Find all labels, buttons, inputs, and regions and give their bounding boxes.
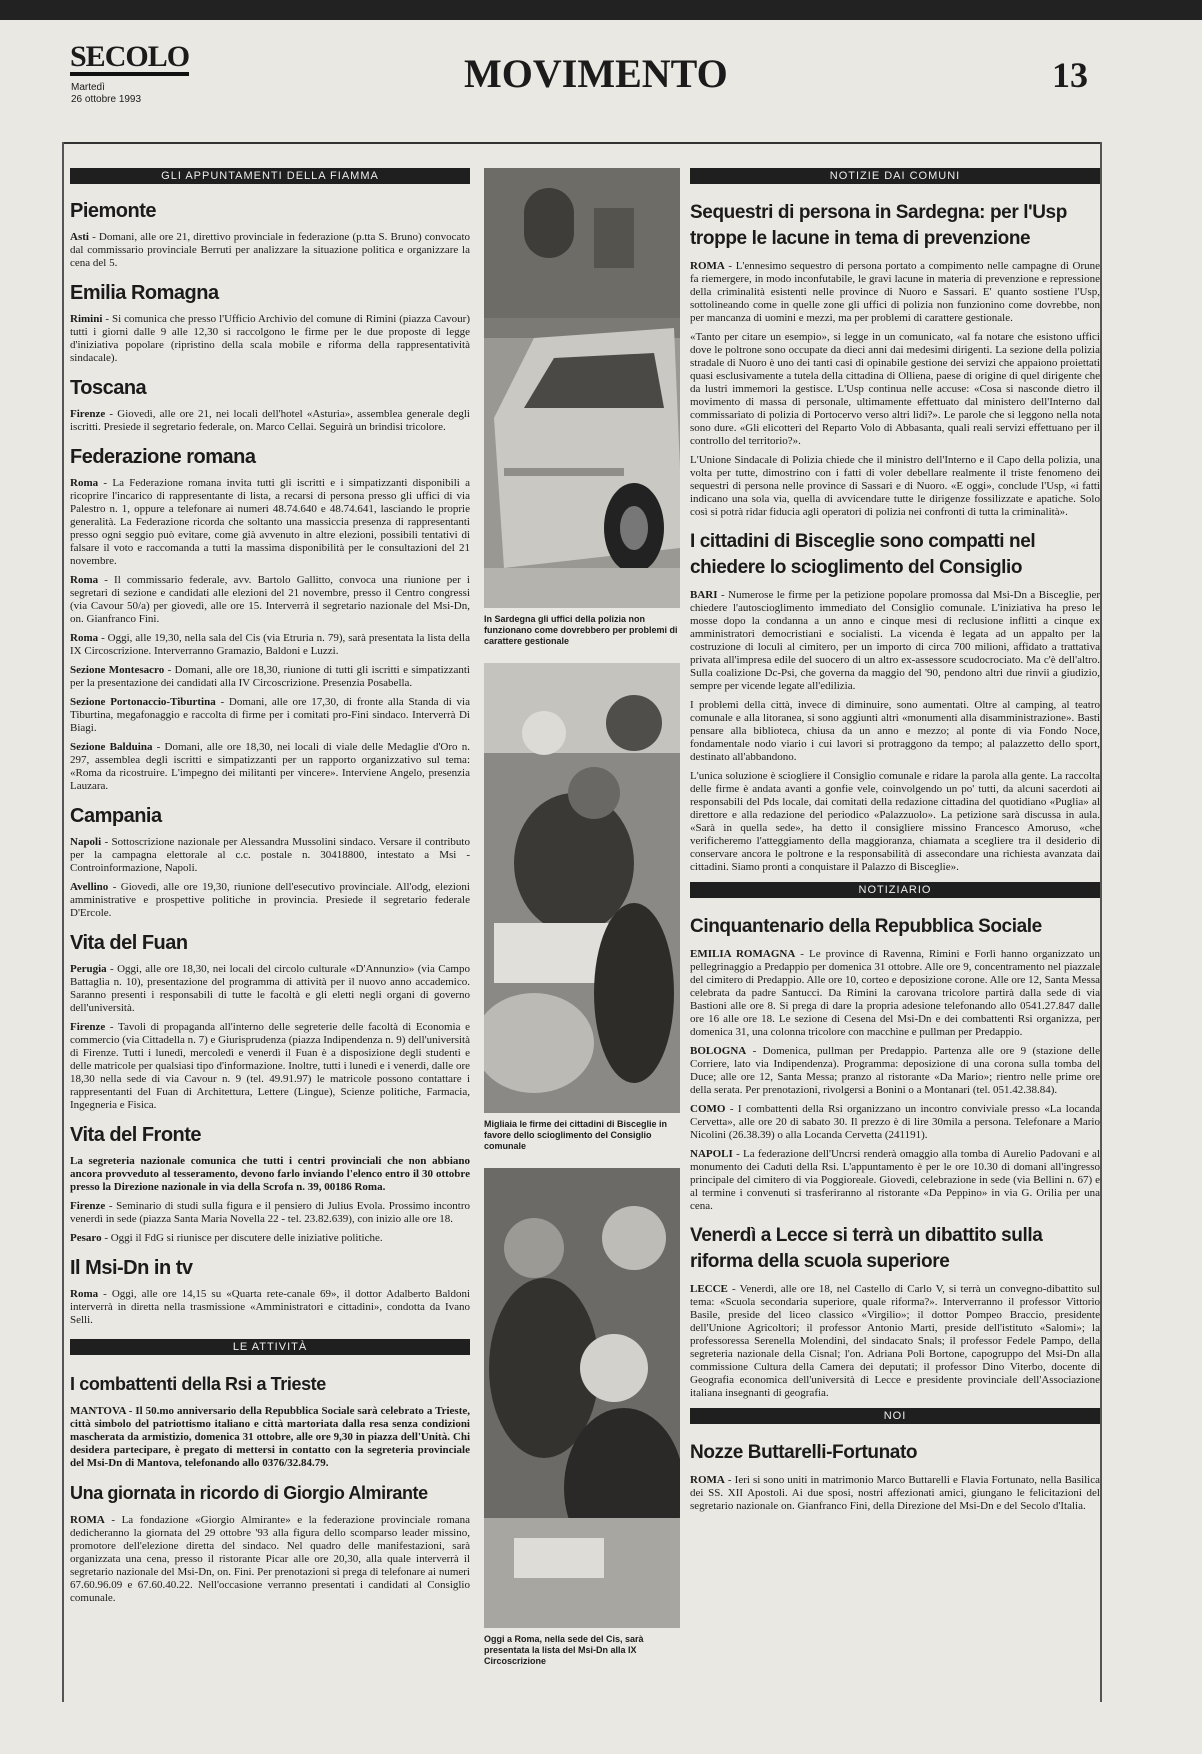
paragraph-text: - Il commissario federale, avv. Bartolo Gallitto, convoca una riunione per i segretari di sezione e candidati alle elezioni del 21 novembre, presso il Centro congressi (via Cavour 50/a) per giovedì, alle ore 15. Interverrà il segretario nazionale del Msi-Dn, on. Gianfranco Fini.	[70, 574, 470, 625]
article-paragraph	[70, 696, 470, 735]
frame-rule-top	[62, 142, 1102, 144]
appointments-list	[70, 200, 470, 1327]
article-paragraph	[70, 1288, 470, 1327]
region-heading: Vita del Fronte	[70, 1124, 202, 1146]
section-band-attivita: LE ATTIVITÀ	[70, 1339, 470, 1355]
article-paragraph	[70, 231, 470, 270]
article-paragraph	[70, 1200, 470, 1226]
article-paragraph	[690, 948, 1100, 1039]
paragraph-text: - Le province di Ravenna, Rimini e Forlì hanno organizzato un pellegrinaggio a Predappio per domenica 31 ottobre. Alle ore 9, concentramento nel piazzale del cimitero di Predappio. Alle ore 10, corteo e deposizione corone. Alle ore 12, Santa Messa celebrata da padre Santucci. Da Rimini la carovana tricolore partirà dalla sede di via Bastioni alle ore 8. Si prega di dare la propria adesione telefonando allo 0541.27.847 dalle ore 16 alle ore 18. Le sezione di Cesena del Msi-Dn e dei combattenti Rsi organizza, per domenica 31, una colonna tricolore con macchine e pullman per Predappio.	[690, 948, 1100, 1038]
region-heading: Vita del Fuan	[70, 932, 188, 954]
photo-cis-meeting	[484, 1168, 680, 1628]
paragraph-text: - Oggi, alle ore 14,15 su «Quarta rete-canale 69», il dottor Adalberto Baldoni interverrà in diretta nella trasmissione «Amministratori e cittadini», condotta da Ivano Selli.	[70, 1288, 470, 1326]
section-band-notiziario: NOTIZIARIO	[690, 882, 1100, 898]
article-paragraph	[70, 664, 470, 690]
section-band-notizie: NOTIZIE DAI COMUNI	[690, 168, 1100, 184]
section-band-noi: NOI	[690, 1408, 1100, 1424]
paragraph-lead: Asti	[70, 231, 89, 243]
article-paragraph	[70, 1155, 470, 1194]
article-paragraph	[70, 836, 470, 875]
paragraph-text: - Sottoscrizione nazionale per Alessandra Mussolini sindaco. Versare il contributo per la campagna elettorale al c.c. postale n. 30418800, intestato a Msi - Controinformazione, Napoli.	[70, 836, 470, 874]
paragraph-lead: Roma	[70, 574, 99, 586]
article-paragraph	[70, 1405, 470, 1470]
article-paragraph	[70, 881, 470, 920]
news-articles	[690, 200, 1100, 874]
region-heading: Piemonte	[70, 200, 157, 222]
paragraph-lead: Rimini	[70, 313, 103, 325]
article-paragraph	[70, 477, 470, 568]
region-heading: Campania	[70, 805, 162, 827]
left-column	[70, 168, 470, 1611]
photo-police-car	[484, 168, 680, 608]
masthead-date	[71, 82, 141, 106]
paragraph-text: - Domenica, pullman per Predappio. Partenza alle ore 9 (stazione delle Corriere, lato via Indipendenza). Programma: deposizione di una corona sulla tomba del Duce; alle ore 12, Santa Messa; pranzo al ristorante «Da Mario»; rientro nelle prime ore della serata. Per prenotazioni, rivolgersi a Bonini o a Montanari (tel. 051.42.38.84).	[690, 1045, 1100, 1096]
article-paragraph	[70, 1514, 470, 1605]
paragraph-text: - L'ennesimo sequestro di persona portato a compimento nelle campagne di Orune fa riemergere, in modo inconfutabile, le gravi lacune in materia di prevenzione e repressione della criminalità esistenti nelle province di Nuoro e Sassari. E' quanto sostiene l'Usp, sottolineando come in quelle zone gli uffici di polizia non funzionino come dovrebbe, non per mancanza di uomini e mezzi, ma per problemi di carattere gestionale.	[690, 260, 1100, 324]
article-paragraph	[690, 454, 1100, 519]
article-headline: I cittadini di Bisceglie sono compatti nel chiedere lo scioglimento del Consiglio	[690, 531, 1036, 578]
paragraph-text: - Giovedì, alle ore 21, nei locali dell'hotel «Asturia», assemblea generale degli iscritti. Presiede il segretario federale, on. Marco Cellai. Seguirà un brindisi tricolore.	[70, 408, 470, 433]
paragraph-text: - Si comunica che presso l'Ufficio Archivio del comune di Rimini (piazza Cavour) tutti i giorni dalle 9 alle 12,30 si raccolgono le firme per le due proposte di legge d'iniziativa popolare (ripristino della scala mobile e riforma della rappresentatività sindacale).	[70, 313, 470, 364]
paragraph-lead: Sezione Portonaccio-Tiburtina	[70, 696, 216, 708]
activities-list	[70, 1371, 470, 1605]
top-edge-bar	[0, 0, 1202, 20]
region-heading: Federazione romana	[70, 446, 256, 468]
paragraph-lead: ROMA	[690, 260, 725, 272]
paragraph-lead: COMO	[690, 1103, 726, 1115]
paragraph-text: - Ieri si sono uniti in matrimonio Marco Buttarelli e Flavia Fortunato, nella Basilica dei SS. XII Apostoli. Ai due sposi, nostri affezionati amici, giungano le felicitazioni del segretario nazionale on. Gianfranco Fini, della Direzione del Msi-Dn e del Secolo d'Italia.	[690, 1474, 1100, 1512]
article-paragraph	[690, 589, 1100, 693]
article-headline: Cinquantenario della Repubblica Sociale	[690, 916, 1042, 937]
paragraph-text: - Domani, alle ore 18,30, nei locali di viale delle Medaglie d'Oro n. 297, assemblea degli iscritti e simpatizzanti per un rapporto organizzativo sul tema: «Roma da ricostruire. L'impegno dei militanti per vincere». Interviene Angelo, presenzia Lauzara.	[70, 741, 470, 792]
paragraph-lead: NAPOLI	[690, 1148, 733, 1160]
article-headline: Sequestri di persona in Sardegna: per l'Usp troppe le lacune in tema di prevenzione	[690, 202, 1067, 249]
paragraph-bold-text: - Il 50.mo anniversario della Repubblica Sociale sarà celebrato a Trieste, città simbolo del patriottismo italiano e città martoriata dalla resa senza condizioni mascherata da armistizio, domenica 31 ottobre, alle ore 9,30 in piazza dell'Unità. Chi desidera partecipare, è pregato di mettersi in contatto con la segreteria provinciale del Msi-Dn di Mantova, telefonando allo 0376/32.84.79.	[70, 1405, 470, 1469]
article-paragraph	[690, 331, 1100, 448]
article-paragraph	[70, 1021, 470, 1112]
article-paragraph	[690, 699, 1100, 764]
paragraph-text: - La Federazione romana invita tutti gli iscritti e i simpatizzanti disponibili a ricoprire l'incarico di rappresentante di lista, a recarsi di persona presso gli uffici di via Palestro n. 1, oppure a telefonare ai numeri 48.74.640 e 48.74.641, lasciando le proprie generalità. La Federazione ricorda che soltanto una massiccia presenza di rappresentanti presso ogni seggio può evitare, come già avvenuto in altre elezioni, possibili tentativi di falsare il voto e raccomanda a tutti la massima disponibilità per le consultazioni del 21 novembre.	[70, 477, 470, 567]
paragraph-text: - Giovedì, alle ore 19,30, riunione dell'esecutivo provinciale. All'odg, elezioni amministrative e prospettive politiche in provincia. Presiede il segretario federale D'Ercole.	[70, 881, 470, 919]
masthead-full-date: 26 ottobre 1993	[71, 94, 142, 105]
section-title: MOVIMENTO	[464, 51, 728, 96]
article-headline: Nozze Buttarelli-Fortunato	[690, 1442, 918, 1463]
article-paragraph	[690, 1148, 1100, 1213]
paragraph-text: - Oggi, alle ore 18,30, nei locali del circolo culturale «D'Annunzio» (via Campo Battaglia n. 10), presentazione del programma di attività per il nuovo anno accademico. Saranno presenti i responsabili di tutte le facoltà e gli eletti negli organi di governo dell'università.	[70, 963, 470, 1014]
article-paragraph	[70, 313, 470, 365]
paragraph-lead: BARI	[690, 589, 718, 601]
article-paragraph	[70, 963, 470, 1015]
paragraph-lead: Pesaro	[70, 1232, 102, 1244]
paragraph-lead: ROMA	[690, 1474, 725, 1486]
paragraph-text: - Domani, alle ore 18,30, riunione di tutti gli iscritti e simpatizzanti per la presentazione dei candidati alla IV Circoscrizione. Presenzia Posabella.	[70, 664, 470, 689]
paragraph-lead: MANTOVA	[70, 1405, 126, 1417]
article-paragraph	[70, 741, 470, 793]
article-paragraph	[690, 1474, 1100, 1513]
paragraph-text: - Seminario di studi sulla figura e il pensiero di Julius Evola. Prossimo incontro venerdì in sede (piazza Santa Maria Novella 22 - tel. 23.82.639), con inizio alle ore 18.	[70, 1200, 470, 1225]
paragraph-text: - Numerose le firme per la petizione popolare promossa dal Msi-Dn a Bisceglie, per chiedere l'autoscioglimento immediato del Consiglio comunale. L'iniziativa ha preso le mosse dopo la condanna a un anno e cinque mesi di reclusione inflitti a cinque ex amministratori democristiani e socialisti. La vicenda è legata ad un appalto per la costruzione di loculi al cimitero, per un importo di circa 700 milioni, affidato a trattativa privata all'impresa edile del suocero di un altro ex-assessore scudocrociato. Ma c'è dell'altro. Sulla coalizione Dc-Psi, che governa da maggio del '90, pendono altri due rinvii a giudizio, sempre per vicende legate all'edilizia.	[690, 589, 1100, 692]
paragraph-lead: ROMA	[70, 1514, 105, 1526]
right-column	[690, 168, 1100, 1519]
paragraph-lead: Roma	[70, 477, 99, 489]
paragraph-text: - La fondazione «Giorgio Almirante» e la federazione provinciale romana dedicheranno la giornata del 29 ottobre '93 alla figura dello scomparso leader missino, promotore dell'elezione diretta del sindaco. Nel quadro delle manifestazioni, sarà organizzata una cena, presso il ristorante Picar alle ore 20,30, alla quale interverrà il segretario nazionale del Msi-Dn, on. Fini. Per prenotazioni si prega di telefonare ai numeri 67.60.96.09 e 67.60.40.22. Nell'occasione verranno presentati i candidati al Consiglio comunale.	[70, 1514, 470, 1604]
photo-column	[484, 168, 680, 1683]
article-paragraph	[690, 260, 1100, 325]
region-heading: Toscana	[70, 377, 147, 399]
paragraph-lead: Avellino	[70, 881, 109, 893]
article-paragraph	[70, 632, 470, 658]
article-paragraph	[70, 1232, 470, 1245]
paragraph-text: - Domani, alle ore 21, direttivo provinciale in federazione (p.tta S. Bruno) convocato dal commissario provinciale Berruti per analizzare la situazione politica e organizzare la cena del 5.	[70, 231, 470, 269]
photo-caption-3: Oggi a Roma, nella sede del Cis, sarà presentata la lista del Msi-Dn alla IX Circoscrizione	[484, 1634, 644, 1666]
paragraph-bold-text: La segreteria nazionale comunica che tutti i centri provinciali che non abbiano ancora provveduto al tesseramento, devono farlo inviando l'elenco entro il 30 ottobre presso la Direzione nazionale in via della Scrofa n. 39, 00186 Roma.	[70, 1155, 470, 1193]
paragraph-lead: Sezione Montesacro	[70, 664, 165, 676]
article-paragraph	[690, 1045, 1100, 1097]
article-paragraph	[70, 408, 470, 434]
article-paragraph	[690, 770, 1100, 874]
personal-notes	[690, 1440, 1100, 1513]
photo-caption-1: In Sardegna gli uffici della polizia non funzionano come dovrebbero per problemi di carattere gestionale	[484, 614, 678, 646]
section-band-appuntamenti: GLI APPUNTAMENTI DELLA FIAMMA	[70, 168, 470, 184]
photo-signatures	[484, 663, 680, 1113]
paragraph-text: I problemi della città, invece di diminuire, sono aumentati. Oltre al camping, al teatro comunale e alla litoranea, si sono aggiunti altri «monumenti alla disamministrazione». Basti pensare alla biblioteca, chiusa da un anno e mezzo; al ponte di via Fondo Noce, fondamentale nodo viario i cui lavori si protraggono da tempo; al palazzetto dello sport, destinato all'abbandono.	[690, 699, 1100, 763]
paragraph-lead: BOLOGNA	[690, 1045, 747, 1057]
photo-caption-2: Migliaia le firme dei cittadini di Bisceglie in favore dello scioglimento del Consiglio comunale	[484, 1119, 668, 1151]
paragraph-text: - Venerdì, alle ore 18, nel Castello di Carlo V, si terrà un convegno-dibattito sul tema: «Scuola secondaria superiore, quale riforma?». Interverranno il professor Vittorio Basile, preside del liceo classico «Virgilio»; il dottor Pompeo Braccio, presidente dell'Unione Agricoltori; il professor Antonio Marti, preside dell'istituto «Salomi»; la professoressa Serenella Molendini, del sindacato Snals; il professor Fedele Pampo, della segreteria nazionale della Cisnal; l'on. Adriana Poli Bortone, capogruppo del Msi-Dn alla commissione Cultura della Camera dei deputati; il professor Dino Viterbo, docente di Geografia economica dell'università di Lecce e presidente provinciale dell'Associazione italiana insegnanti di geografia.	[690, 1283, 1100, 1399]
article-headline: Una giornata in ricordo di Giorgio Almirante	[70, 1483, 428, 1503]
paragraph-text: - I combattenti della Rsi organizzano un incontro conviviale presso «La locanda Cervetta», alle ore 20 di sabato 30. Il prezzo è di lire 30mila a persona. Telefonare a Mario Nicolini (26.38.39) o alla Locanda Cervetta (241191).	[690, 1103, 1100, 1141]
article-headline: I combattenti della Rsi a Trieste	[70, 1374, 326, 1394]
article-headline: Venerdì a Lecce si terrà un dibattito sulla riforma della scuola superiore	[690, 1225, 1043, 1272]
masthead-logo: SECOLO	[70, 42, 189, 76]
paragraph-lead: LECCE	[690, 1283, 728, 1295]
paragraph-text: - Domani, alle ore 17,30, di fronte alla Standa di via Tiburtina, megafonaggio e raccolta di firme per i comitati pro-Fini sindaco. Interverrà Di Biagi.	[70, 696, 470, 734]
paragraph-text: - Oggi, alle 19,30, nella sala del Cis (via Etruria n. 79), sarà presentata la lista della IX Circoscrizione. Interverranno Gramazio, Baldoni e Luzzi.	[70, 632, 470, 657]
paragraph-lead: Sezione Balduina	[70, 741, 153, 753]
bulletin-articles	[690, 914, 1100, 1400]
article-paragraph	[70, 574, 470, 626]
article-paragraph	[690, 1283, 1100, 1400]
paragraph-lead: Roma	[70, 1288, 99, 1300]
frame-rule-right	[1100, 142, 1102, 1702]
paragraph-lead: Perugia	[70, 963, 107, 975]
paragraph-text: «Tanto per citare un esempio», si legge in un comunicato, «al fa notare che esistono uffici dove le poltrone sono occupate da dieci anni dai medesimi dirigenti. La sezione della polizia stradale di Nuoro è uno dei tanti casi di opinabile gestione dei servizi che appaiono proiettati quasi esclusivamente a tutela della cittadina di Olliena, paese di origine di quel dirigente che da lustri immemori la gestisce. L'Usp continua nelle accuse: «Cosa si nasconde dietro il movimento di massa di personale, ultimamente effettuato dal ministero dell'Interno dal commissariato di polizia di Portocervo verso altri lidi?». Le parole che si leggono nella nota sono dure. «Gli elicotteri del Reparto Volo di Abbasanta, quali reali servizi effettuano per il controllo del territorio?».	[690, 331, 1100, 447]
paragraph-lead: Firenze	[70, 408, 106, 420]
masthead-day: Martedì	[71, 82, 105, 93]
paragraph-lead: EMILIA ROMAGNA	[690, 948, 796, 960]
paragraph-text: L'unica soluzione è sciogliere il Consiglio comunale e ridare la parola alla gente. La raccolta delle firme è andata avanti a gonfie vele, coinvolgendo un po' tutti, da alcuni sacerdoti ai responsabili del Pds locale, dai comitati della redazione cittadina del quotidiano «Puglia» al direttore e alla redazione del periodico «Palazzuolo». La petizione sarà discussa in aula. «Sarà in quella sede», ha detto il consigliere missino Francesco Amoruso, «che verificheremo l'atteggiamento della maggioranza, chiamata a scegliere tra il desiderio di conservare ancora le poltrone e la responsabilità di assecondare una richiesta avanzata dai cittadini. Siamo pronti a conquistare il Palazzo di Bisceglie».	[690, 770, 1100, 873]
region-heading: Il Msi-Dn in tv	[70, 1257, 193, 1279]
paragraph-text: L'Unione Sindacale di Polizia chiede che il ministro dell'Interno e il Capo della polizia, una volta per tutte, dimostrino con i fatti di voler debellare realmente il triste fenomeno dei sequestri di persona nelle province di Sassari e di Nuoro. «E oggi», conclude l'Usp, «i fatti indicano una sola via, quella di avvicendare tutte le dirigenze fossilizzate e apatiche. Solo così si potrà ridar fiducia agli operatori di polizia nei confronti di tutta la criminalità».	[690, 454, 1100, 518]
paragraph-lead: Napoli	[70, 836, 102, 848]
region-heading: Emilia Romagna	[70, 282, 219, 304]
frame-rule-left	[62, 142, 64, 1702]
paragraph-lead: Firenze	[70, 1021, 106, 1033]
paragraph-lead: Roma	[70, 632, 99, 644]
article-paragraph	[690, 1103, 1100, 1142]
page-number: 13	[1052, 55, 1088, 95]
paragraph-text: - La federazione dell'Uncrsi renderà omaggio alla tomba di Aurelio Padovani e al monumento dei Caduti della Rsi. L'appuntamento è per le ore 10.30 di domani all'ingresso principale del cimitero di via Poggioreale. Giovedì, celebrazione in sede (via Bellini n. 67) e al termine i convenuti si trasferiranno al ristorante «Da Peppino» in via G. Orilia per una cena.	[690, 1148, 1100, 1212]
paragraph-text: - Tavoli di propaganda all'interno delle segreterie delle facoltà di Economia e commercio (via Cittadella n. 7) e Giurisprudenza (piazza Indipendenza n. 9) dell'università di Firenze. Tutti i lunedì, mercoledì e venerdì il Fuan è a disposizione degli studenti e delle matricole per qualsiasi tipo d'informazione. Inoltre, tutti i lunedì e i venerdì, dalle ore 18,30 nella sede di via Cavour n. 9 (tel. 49.91.97) le matricole possono contattare i rappresentanti del Fuan di Architettura, Lettere (Lingue), Scienze politiche, Farmacia, Ingegneria e Fisica.	[70, 1021, 470, 1111]
paragraph-text: - Oggi il FdG si riunisce per discutere delle iniziative politiche.	[101, 1232, 383, 1244]
paragraph-lead: Firenze	[70, 1200, 106, 1212]
